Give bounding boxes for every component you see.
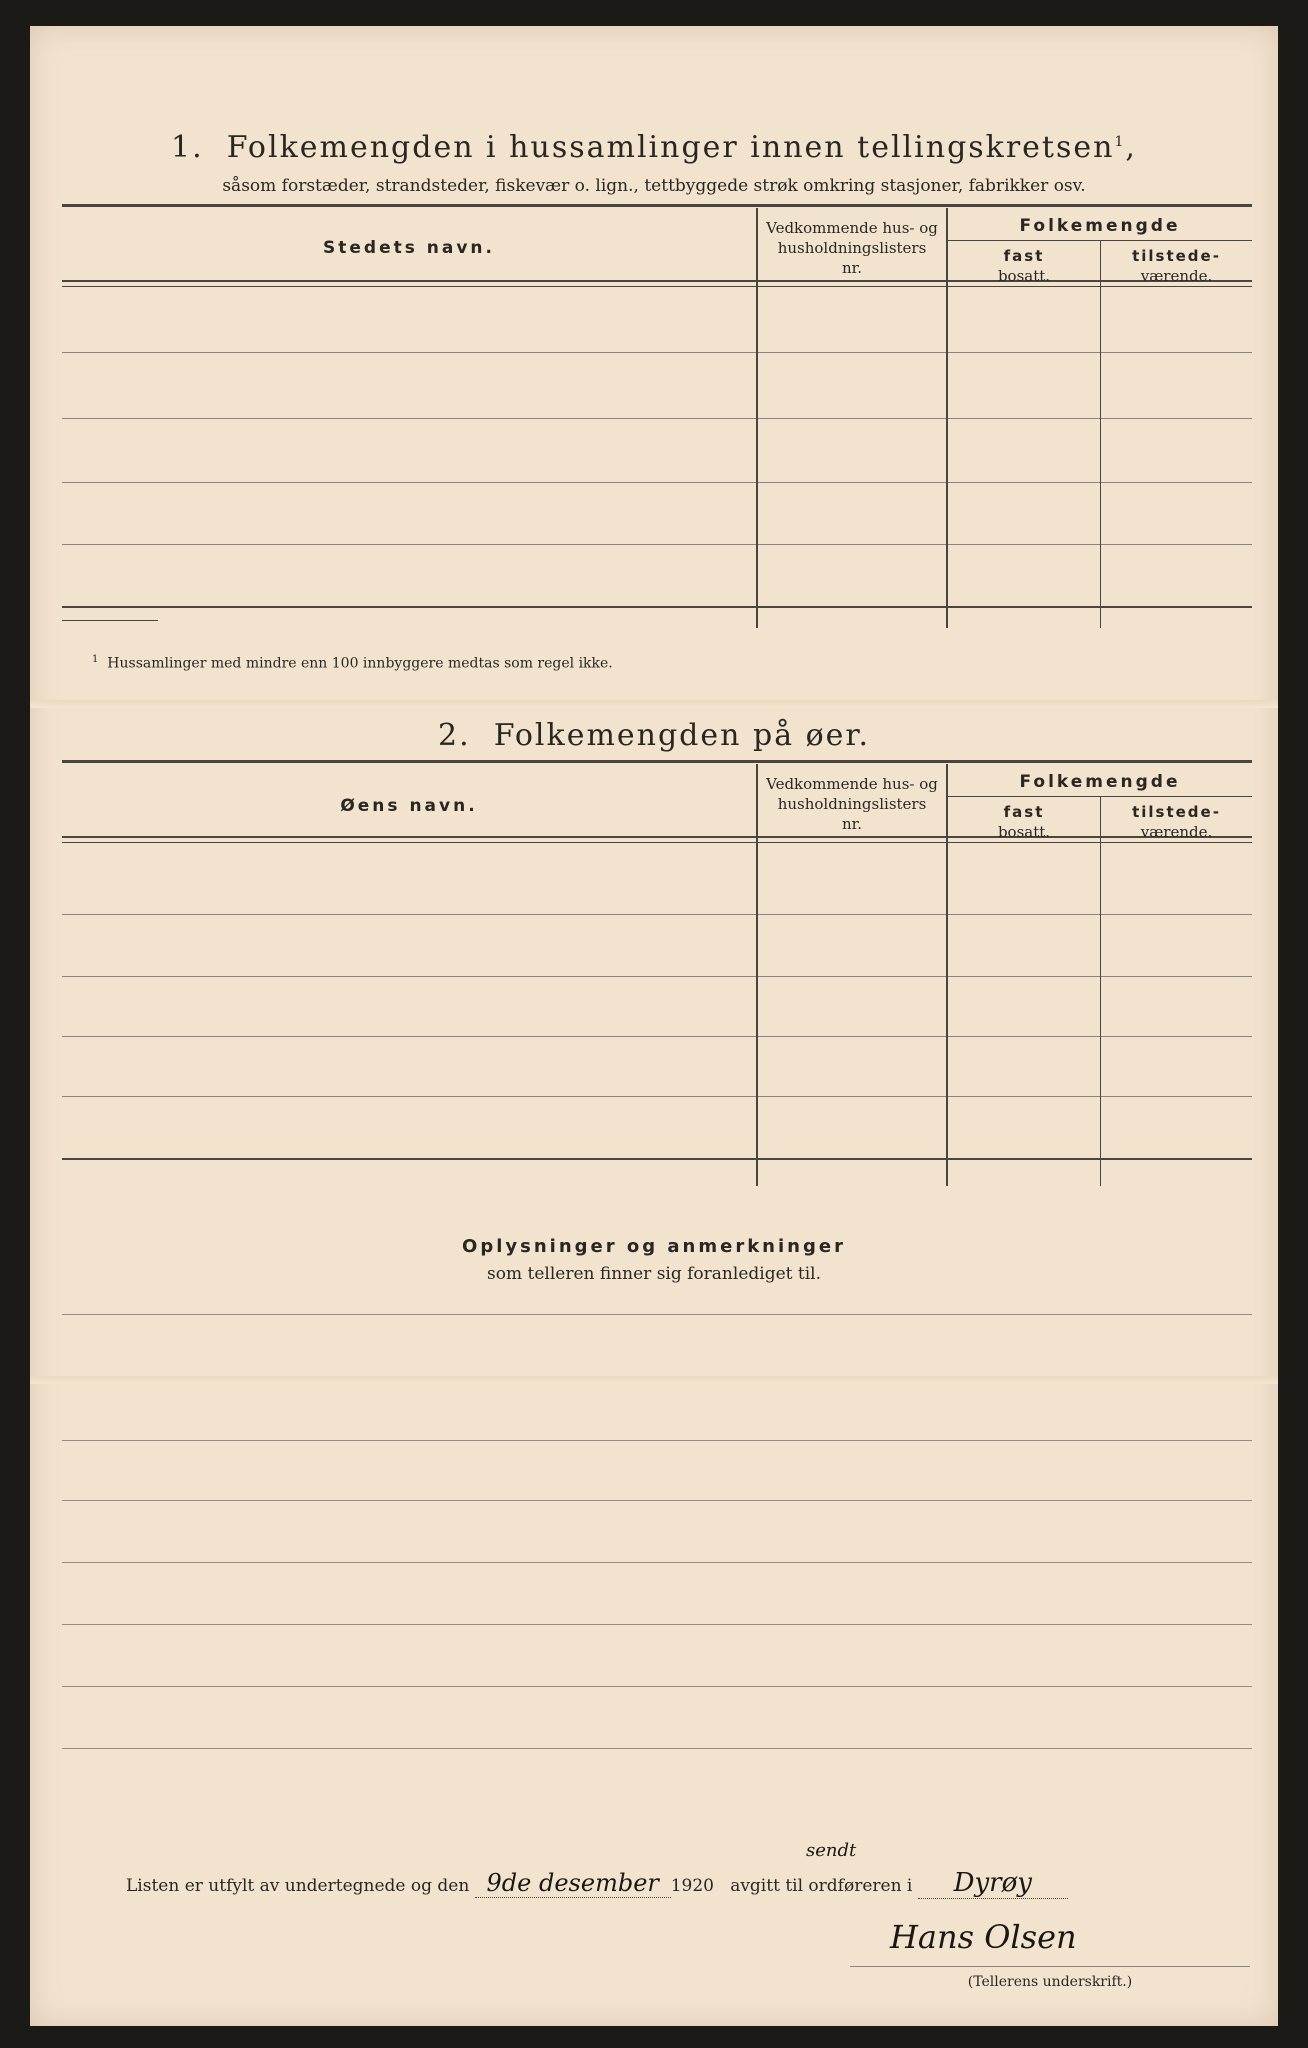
remarks-subtitle: som telleren finner sig foranlediget til. [487,1264,821,1284]
signature-handwritten: Hans Olsen [890,1918,1077,1956]
footnote: $^1$ Hussamlinger med mindre enn 100 innbyggere medtas som regel ikke. [92,654,613,672]
col-header-present: tilstede- værende. [1132,803,1221,841]
table-bottom-rule [62,1158,1252,1160]
sendt-handwritten: sendt [806,1840,857,1861]
table-top-rule [62,760,1252,763]
fold-line [30,700,1278,708]
remark-line [62,1686,1252,1687]
section1-title: 1. Folkemengden i hussamlinger innen tellingskretsen$^1$, [171,130,1137,165]
row-rule [62,418,1252,419]
completion-statement: Listen er utfylt av undertegnede og den 9de desember 1920 sendt avgitt til ordføreren i Dyrøy [126,1868,1068,1899]
col-header-lists: Vedkommende hus- og husholdningslisters nr. [766,775,938,833]
col-header-population: Folkemengde [1019,216,1181,236]
signature-line [850,1966,1250,1967]
table-top-rule [62,204,1252,207]
col-header-fast: fast bosatt. [997,803,1051,841]
row-rule [62,1096,1252,1097]
signature-label: (Tellerens underskrift.) [967,1974,1133,1990]
table-header-rule [62,286,1252,287]
date-handwritten: 9de desember [475,1869,671,1898]
remark-line [62,1624,1252,1625]
row-rule [62,914,1252,915]
col-header-present: tilstede- værende. [1132,247,1221,285]
row-rule [62,352,1252,353]
remark-line [62,1314,1252,1315]
row-rule [62,482,1252,483]
subheader-rule [948,240,1252,241]
column-divider [1100,796,1101,1186]
section1-subtitle: såsom forstæder, strandsteder, fiskevær o. lign., tettbyggede strøk omkring stasjoner, fabrikker osv. [222,176,1086,196]
census-form-page [30,26,1278,2026]
subheader-rule [948,796,1252,797]
col-header-island-name: Øens navn. [340,796,478,816]
col-header-name: Stedets navn. [323,238,495,258]
remark-line [62,1562,1252,1563]
table-bottom-rule [62,606,1252,608]
section2-title: 2. Folkemengden på øer. [437,718,871,753]
table-header-rule [62,842,1252,843]
col-header-fast: fast bosatt. [997,247,1051,285]
row-rule [62,976,1252,977]
footnote-rule [62,620,158,621]
remark-line [62,1500,1252,1501]
column-divider [1100,240,1101,628]
col-header-population: Folkemengde [1019,772,1181,792]
remark-line [62,1748,1252,1749]
row-rule [62,1036,1252,1037]
remarks-title: Oplysninger og anmerkninger [462,1236,846,1257]
col-header-lists: Vedkommende hus- og husholdningslisters nr. [766,219,938,277]
place-handwritten: Dyrøy [918,1868,1068,1899]
fold-line [30,1376,1278,1384]
remark-line [62,1440,1252,1441]
row-rule [62,544,1252,545]
